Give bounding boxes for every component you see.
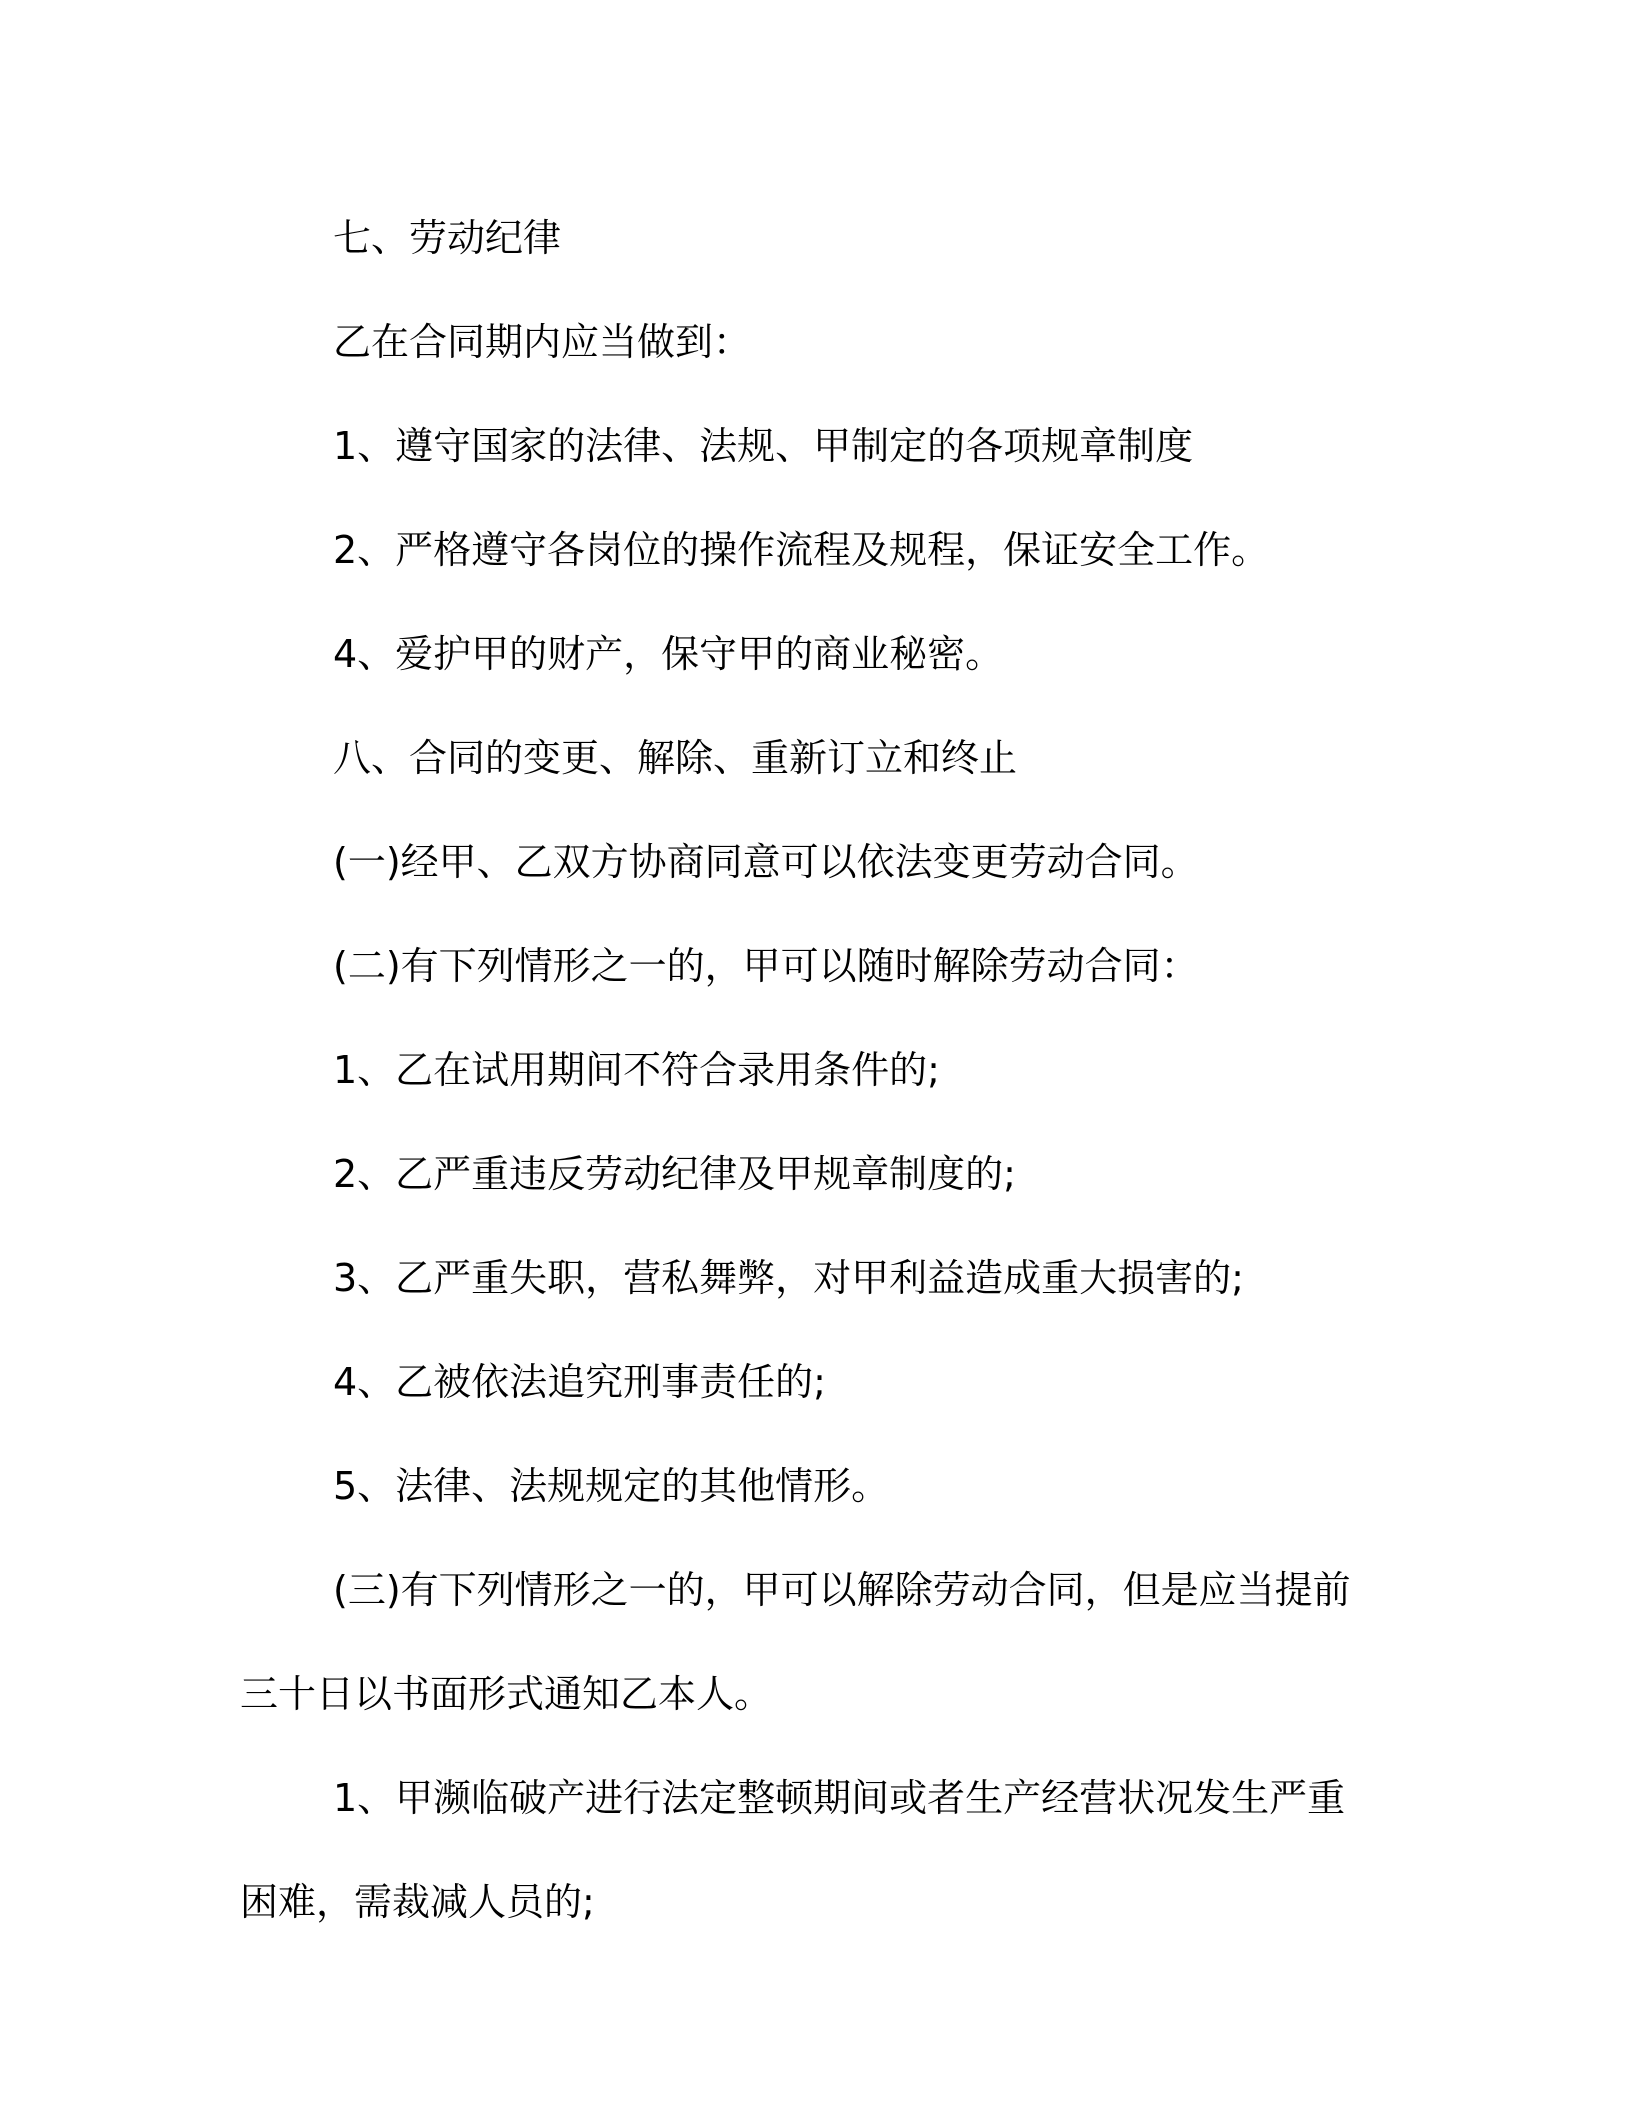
- paragraph: (一)经甲、乙双方协商同意可以依法变更劳动合同。: [333, 840, 1199, 884]
- list-item: 2、严格遵守各岗位的操作流程及规程，保证安全工作。: [333, 528, 1270, 572]
- document-body: [240, 186, 1370, 1954]
- paragraph: (二)有下列情形之一的，甲可以随时解除劳动合同：: [333, 944, 1199, 988]
- list-item: 2、乙严重违反劳动纪律及甲规章制度的;: [333, 1152, 1016, 1196]
- paragraph: (三)有下列情形之一的，甲可以解除劳动合同，但是应当提前三十日以书面形式通知乙本人。: [240, 1568, 1351, 1716]
- list-item: 1、遵守国家的法律、法规、甲制定的各项规章制度: [333, 424, 1194, 468]
- list-item: 3、乙严重失职，营私舞弊，对甲利益造成重大损害的;: [333, 1256, 1244, 1300]
- list-item: 1、甲濒临破产进行法定整顿期间或者生产经营状况发生严重困难，需裁减人员的;: [240, 1776, 1346, 1924]
- section-heading-labor-discipline: 七、劳动纪律: [333, 216, 562, 260]
- list-item: 4、乙被依法追究刑事责任的;: [333, 1360, 826, 1404]
- list-item: 4、爱护甲的财产，保守甲的商业秘密。: [333, 632, 1004, 676]
- section-heading-contract-changes: 八、合同的变更、解除、重新订立和终止: [333, 736, 1018, 780]
- list-item: 1、乙在试用期间不符合录用条件的;: [333, 1048, 940, 1092]
- paragraph: 乙在合同期内应当做到：: [333, 320, 752, 364]
- list-item: 5、法律、法规规定的其他情形。: [333, 1464, 890, 1508]
